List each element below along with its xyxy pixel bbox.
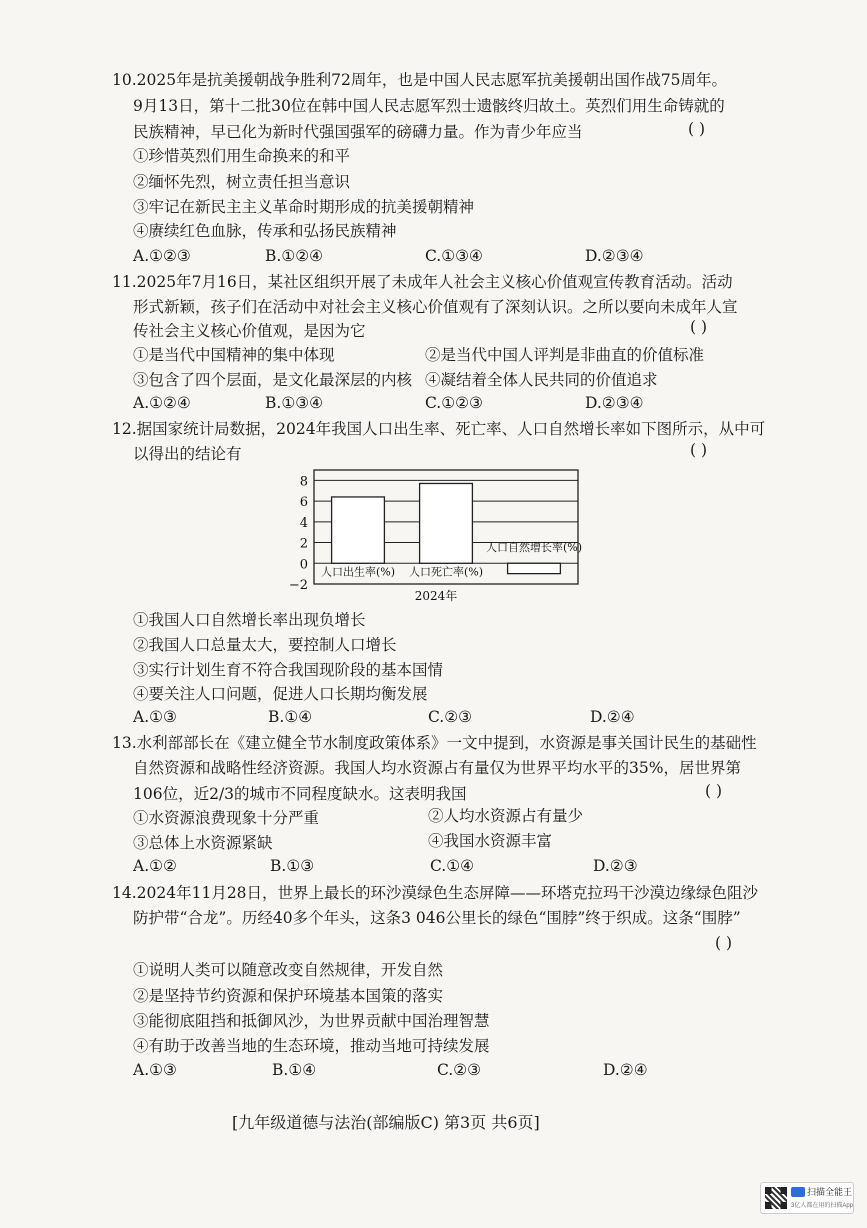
- q10-item-4: ④赓续红色血脉，传承和弘扬民族精神: [133, 222, 397, 240]
- q11-option-d[interactable]: D.②③④: [585, 394, 644, 412]
- q10-stem-line-1: 10.2025年是抗美援朝战争胜利72周年，也是中国人民志愿军抗美援朝出国作战75周年。: [112, 71, 728, 89]
- q13-item-2: ②人均水资源占有量少: [428, 807, 584, 825]
- q10-option-d[interactable]: D.②③④: [585, 247, 644, 265]
- q14-answer-blank: ( ): [715, 934, 733, 952]
- y-tick-label: −2: [288, 578, 308, 593]
- q14-option-b[interactable]: B.①④: [272, 1061, 317, 1079]
- q13-item-1: ①水资源浪费现象十分严重: [133, 809, 320, 827]
- q10-item-2: ②缅怀先烈，树立责任担当意识: [133, 173, 351, 191]
- q13-answer-blank: ( ): [705, 782, 723, 800]
- camscanner-logo-icon: [791, 1187, 805, 1197]
- category-label: 人口出生率(%): [320, 565, 396, 579]
- y-tick-label: 8: [299, 474, 308, 490]
- q11-stem-line-3: 传社会主义核心价值观，是因为它: [133, 322, 366, 340]
- q12-option-d[interactable]: D.②④: [590, 708, 635, 726]
- q10-stem-line-3: 民族精神，早已化为新时代强国强军的磅礴力量。作为青少年应当: [133, 123, 583, 141]
- q13-item-3: ③总体上水资源紧缺: [133, 834, 273, 852]
- q13-option-d[interactable]: D.②③: [593, 857, 638, 875]
- badge-title: 扫描全能王: [807, 1187, 853, 1197]
- y-tick-label: 0: [299, 557, 308, 573]
- q11-option-a[interactable]: A.①②④: [133, 394, 191, 412]
- q14-stem-line-2: 防护带“合龙”。历经40多个年头，这条3 046公里长的绿色“围脖”终于织成。这条“围脖”: [133, 909, 741, 927]
- x-axis-label: 2024年: [414, 589, 458, 602]
- scanner-watermark-badge: [760, 1182, 854, 1214]
- q12-item-2: ②我国人口总量太大，要控制人口增长: [133, 636, 397, 654]
- category-label: 人口自然增长率(%): [485, 540, 583, 554]
- y-tick-label: 2: [299, 536, 308, 552]
- q13-option-c[interactable]: C.①④: [430, 857, 475, 875]
- q12-stem-line-1: 12.据国家统计局数据，2024年我国人口出生率、死亡率、人口自然增长率如下图所示，从中可: [112, 420, 766, 438]
- q11-option-b[interactable]: B.①③④: [265, 394, 324, 412]
- q11-stem-line-2: 形式新颖，孩子们在活动中对社会主义核心价值观有了深刻认识。之所以要向未成年人宣: [133, 298, 738, 316]
- q12-item-4: ④要关注人口问题，促进人口长期均衡发展: [133, 685, 428, 703]
- chart-svg: [282, 462, 592, 602]
- page-footer: [九年级道德与法治(部编版C) 第3页 共6页]: [232, 1113, 540, 1132]
- q12-item-1: ①我国人口自然增长率出现负增长: [133, 611, 366, 629]
- q14-item-3: ③能彻底阻挡和抵御风沙，为世界贡献中国治理智慧: [133, 1012, 490, 1030]
- q11-item-3: ③包含了四个层面，是文化最深层的内核: [133, 371, 413, 389]
- q11-item-2: ②是当代中国人评判是非曲直的价值标准: [425, 346, 705, 364]
- q10-item-3: ③牢记在新民主主义革命时期形成的抗美援朝精神: [133, 198, 475, 216]
- q10-option-b[interactable]: B.①②④: [265, 247, 324, 265]
- q14-item-4: ④有助于改善当地的生态环境，推动当地可持续发展: [133, 1037, 490, 1055]
- y-tick-label: 6: [299, 495, 308, 511]
- bar: [508, 563, 561, 573]
- q10-stem-line-2: 9月13日，第十二批30位在韩中国人民志愿军烈士遗骸终归故土。英烈们用生命铸就的: [133, 97, 725, 115]
- badge-subtitle: 3亿人都在用的扫描App: [791, 1203, 854, 1209]
- q14-option-c[interactable]: C.②③: [437, 1061, 482, 1079]
- q14-item-2: ②是坚持节约资源和保护环境基本国策的落实: [133, 987, 444, 1005]
- population-rate-chart: [282, 462, 592, 602]
- q14-option-a[interactable]: A.①③: [133, 1061, 177, 1079]
- q12-item-3: ③实行计划生育不符合我国现阶段的基本国情: [133, 661, 444, 679]
- bar: [420, 483, 473, 563]
- q13-stem-line-1: 13.水利部部长在《建立健全节水制度政策体系》一文中提到，水资源是事关国计民生的基础性: [112, 734, 757, 752]
- q11-option-c[interactable]: C.①②③: [425, 394, 483, 412]
- q11-item-1: ①是当代中国精神的集中体现: [133, 346, 335, 364]
- q12-option-a[interactable]: A.①③: [133, 708, 177, 726]
- q12-stem-line-2: 以得出的结论有: [133, 445, 242, 463]
- q10-answer-blank: ( ): [688, 120, 706, 138]
- q13-stem-line-3: 106位，近2/3的城市不同程度缺水。这表明我国: [133, 785, 467, 803]
- q13-stem-line-2: 自然资源和战略性经济资源。我国人均水资源占有量仅为世界平均水平的35%，居世界第: [133, 759, 741, 777]
- q11-stem-line-1: 11.2025年7月16日，某社区组织开展了未成年人社会主义核心价值观宣传教育活动。活动: [112, 273, 733, 291]
- q14-stem-line-1: 14.2024年11月28日，世界上最长的环沙漠绿色生态屏障——环塔克拉玛干沙漠边缘绿色阻沙: [112, 884, 759, 902]
- q10-option-a[interactable]: A.①②③: [133, 247, 191, 265]
- q13-option-a[interactable]: A.①②: [133, 857, 177, 875]
- qr-code-icon: [765, 1187, 787, 1209]
- q10-option-c[interactable]: C.①③④: [425, 247, 483, 265]
- q12-option-b[interactable]: B.①④: [268, 708, 313, 726]
- q11-answer-blank: ( ): [690, 318, 708, 336]
- q10-item-1: ①珍惜英烈们用生命换来的和平: [133, 147, 351, 165]
- q12-answer-blank: ( ): [690, 441, 708, 459]
- category-label: 人口死亡率(%): [408, 565, 484, 579]
- q12-option-c[interactable]: C.②③: [428, 708, 473, 726]
- q14-option-d[interactable]: D.②④: [603, 1061, 648, 1079]
- q13-item-4: ④我国水资源丰富: [428, 832, 553, 850]
- y-tick-label: 4: [299, 515, 308, 531]
- q13-option-b[interactable]: B.①③: [270, 857, 315, 875]
- bar: [332, 497, 385, 563]
- q11-item-4: ④凝结着全体人民共同的价值追求: [425, 371, 658, 389]
- q14-item-1: ①说明人类可以随意改变自然规律，开发自然: [133, 961, 444, 979]
